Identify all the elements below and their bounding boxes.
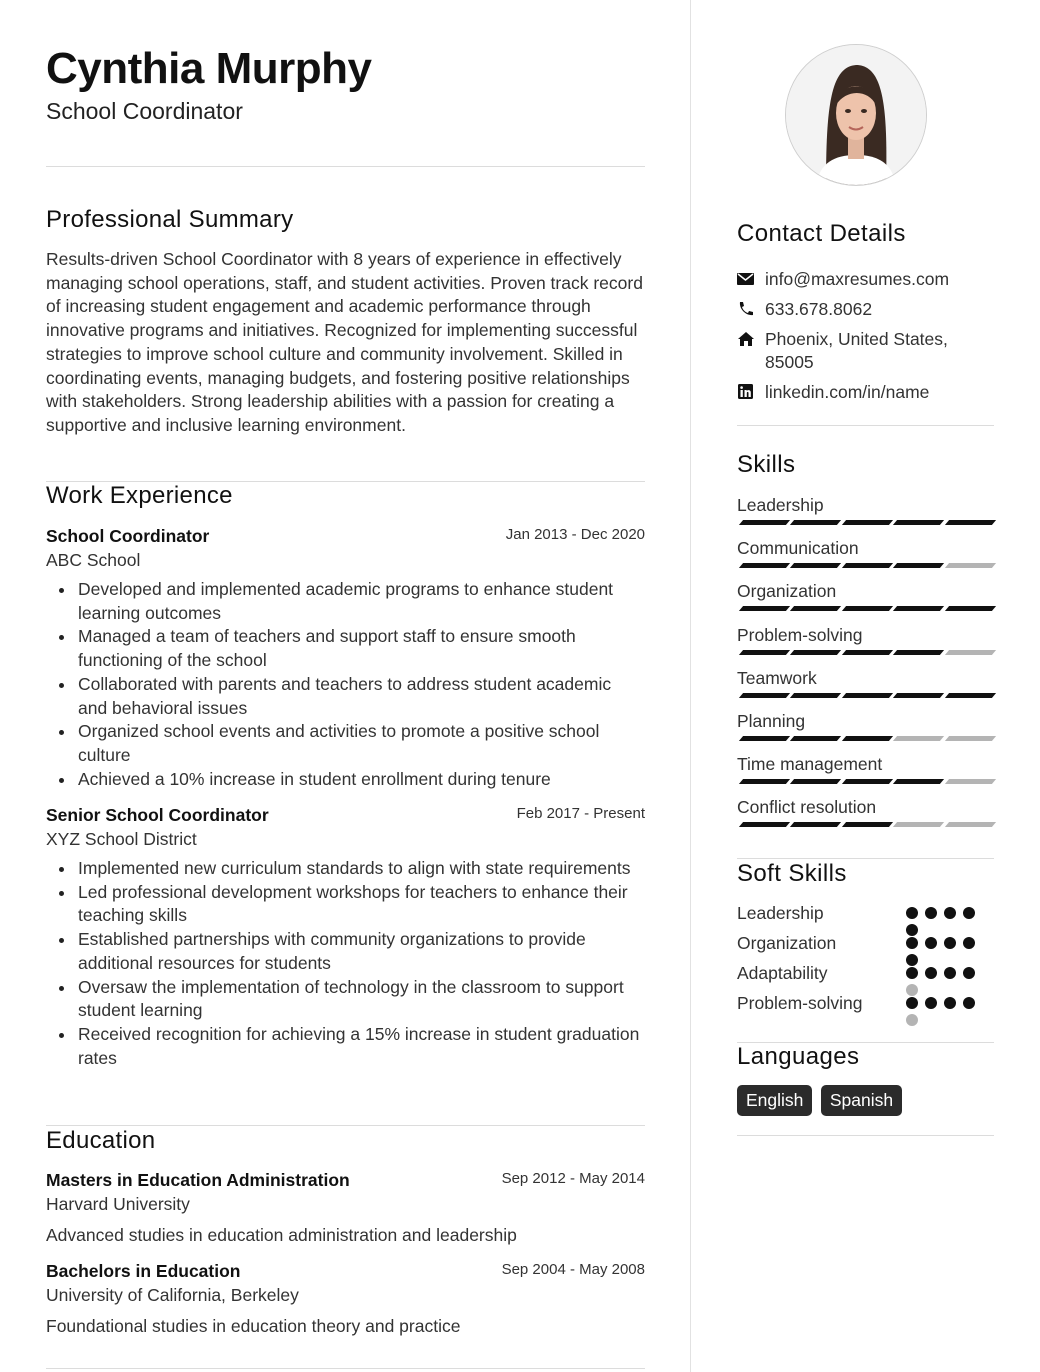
degree: Bachelors in Education <box>46 1261 241 1281</box>
envelope-icon <box>737 271 755 287</box>
skills-heading: Skills <box>737 451 796 478</box>
education-heading: Education <box>46 1127 156 1154</box>
skill-name: Problem-solving <box>737 624 863 645</box>
skill-segment-filled <box>790 779 841 784</box>
skill-segment-filled <box>790 606 841 611</box>
soft-skill-name: Problem-solving <box>737 993 863 1013</box>
skill-segment-filled <box>944 606 995 611</box>
skill-segment-filled <box>893 650 944 655</box>
job-bullet: Established partnerships with community organizations to provide additional resources for students <box>78 928 645 975</box>
rating-dot-filled <box>906 937 918 949</box>
soft-skill-item <box>737 992 994 1022</box>
home-icon <box>737 331 755 347</box>
rating-dot-filled <box>906 997 918 1009</box>
education-dates: Sep 2004 - May 2008 <box>501 1261 645 1278</box>
job-bullet: Implemented new curriculum standards to align with state requirements <box>78 857 645 881</box>
contact-linkedin[interactable] <box>737 381 994 404</box>
column-divider <box>690 0 691 1372</box>
job-title: Senior School Coordinator <box>46 805 269 825</box>
skill-segment-empty <box>944 736 995 741</box>
job-bullet: Led professional development workshops for teachers to enhance their teaching skills <box>78 881 645 928</box>
skill-item <box>737 494 994 516</box>
job-bullet: Achieved a 10% increase in student enrollment during tenure <box>78 768 645 792</box>
education-description: Advanced studies in education administration and leadership <box>46 1225 517 1245</box>
job-bullet: Collaborated with parents and teachers to address student academic and behavioral issues <box>78 673 645 720</box>
language-pill: English <box>737 1085 812 1116</box>
skill-segment-filled <box>739 606 790 611</box>
skill-segment-filled <box>842 520 893 525</box>
skill-name: Conflict resolution <box>737 797 877 818</box>
skill-item <box>737 753 994 775</box>
skill-segment-filled <box>790 822 841 827</box>
skill-item <box>737 537 994 559</box>
contact-email[interactable] <box>737 268 994 291</box>
job-bullet: Organized school events and activities to promote a positive school culture <box>78 720 645 767</box>
summary-text: Results-driven School Coordinator with 8 years of experience in effectively managing school operations, staff, and student activities. Proven track record of increasing student engagement and academic performance through innovative programs and initiatives. Recognized for implementing successful strategies to improve school culture and community involvement. Skilled in coordinating events, managing budgets, and fostering positive relationships with stakeholders. Strong leadership abilities with a passion for creating a supportive and inclusive learning environment. <box>46 249 643 435</box>
skill-level-bar <box>737 693 994 699</box>
email-text: info@maxresumes.com <box>765 269 950 289</box>
contact-divider <box>737 425 994 426</box>
skill-level-bar <box>737 606 994 612</box>
profile-photo <box>785 44 927 186</box>
rating-dot-filled <box>925 997 937 1009</box>
skill-segment-filled <box>842 736 893 741</box>
education-entry <box>46 1168 645 1247</box>
skill-level-bar <box>737 822 994 828</box>
skill-item <box>737 796 994 818</box>
job-organization: XYZ School District <box>46 829 197 849</box>
linkedin-text: linkedin.com/in/name <box>765 382 930 402</box>
contact-heading: Contact Details <box>737 220 906 247</box>
education-description: Foundational studies in education theory and practice <box>46 1316 461 1336</box>
skill-segment-filled <box>842 693 893 698</box>
rating-dot-filled <box>925 907 937 919</box>
skill-item <box>737 667 994 689</box>
job-dates: Feb 2017 - Present <box>516 805 645 822</box>
job-entry <box>46 803 645 1070</box>
portrait-illustration <box>786 45 926 185</box>
rating-dot-empty <box>906 1014 918 1026</box>
rating-dot-filled <box>925 967 937 979</box>
skill-level-bar <box>737 779 994 785</box>
linkedin-icon <box>737 384 755 400</box>
soft-skill-item <box>737 962 994 992</box>
skill-segment-empty <box>944 650 995 655</box>
skill-segment-filled <box>739 563 790 568</box>
skill-name: Communication <box>737 538 859 559</box>
skill-name: Organization <box>737 581 837 602</box>
rating-dot-filled <box>944 937 956 949</box>
skill-segment-filled <box>893 520 944 525</box>
skill-segment-filled <box>790 650 841 655</box>
skill-segment-filled <box>842 822 893 827</box>
rating-dot-filled <box>963 937 975 949</box>
skill-segment-filled <box>944 693 995 698</box>
skills-divider <box>737 858 994 859</box>
skill-segment-filled <box>842 779 893 784</box>
soft-skill-item <box>737 932 994 962</box>
skill-segment-filled <box>842 563 893 568</box>
languages-list <box>737 1085 906 1116</box>
skill-item <box>737 710 994 732</box>
rating-dot-filled <box>944 997 956 1009</box>
skill-segment-filled <box>842 606 893 611</box>
skill-level-bar <box>737 736 994 742</box>
skill-name: Teamwork <box>737 667 817 688</box>
skill-segment-filled <box>739 693 790 698</box>
address-text: Phoenix, United States, 85005 <box>765 329 948 372</box>
skill-segment-filled <box>790 693 841 698</box>
experience-divider <box>46 1125 645 1126</box>
school: Harvard University <box>46 1194 190 1214</box>
skill-segment-filled <box>790 736 841 741</box>
experience-heading: Work Experience <box>46 482 233 509</box>
phone-text: 633.678.8062 <box>765 299 873 319</box>
education-dates: Sep 2012 - May 2014 <box>501 1170 645 1187</box>
rating-dot-filled <box>906 967 918 979</box>
skill-level-bar <box>737 563 994 569</box>
rating-dot-filled <box>944 967 956 979</box>
skill-segment-filled <box>893 606 944 611</box>
skill-segment-empty <box>944 563 995 568</box>
skill-segment-filled <box>739 822 790 827</box>
rating-dot-filled <box>906 907 918 919</box>
contact-phone[interactable] <box>737 298 994 321</box>
soft-skill-name: Organization <box>737 933 837 953</box>
candidate-name: Cynthia Murphy <box>46 44 372 93</box>
skill-item <box>737 624 994 646</box>
skill-segment-empty <box>944 822 995 827</box>
education-entry <box>46 1259 645 1338</box>
rating-dot-filled <box>944 907 956 919</box>
languages-divider <box>737 1135 994 1136</box>
job-title: School Coordinator <box>46 526 210 546</box>
language-pill: Spanish <box>821 1085 902 1116</box>
rating-dot-filled <box>925 937 937 949</box>
skill-segment-empty <box>944 779 995 784</box>
skill-segment-empty <box>893 822 944 827</box>
soft-skill-name: Leadership <box>737 903 824 923</box>
skill-segment-filled <box>790 563 841 568</box>
skill-name: Leadership <box>737 495 824 515</box>
skill-segment-filled <box>944 520 995 525</box>
skill-segment-filled <box>739 650 790 655</box>
skill-segment-filled <box>842 650 893 655</box>
skill-name: Planning <box>737 711 806 731</box>
job-entry <box>46 524 645 791</box>
rating-dot-filled <box>963 997 975 1009</box>
job-bullet: Oversaw the implementation of technology in the classroom to support student learning <box>78 976 645 1023</box>
skill-segment-filled <box>739 736 790 741</box>
school: University of California, Berkeley <box>46 1285 299 1305</box>
skill-item <box>737 580 994 602</box>
header-divider <box>46 166 645 167</box>
soft-skill-item <box>737 902 994 932</box>
job-bullet: Managed a team of teachers and support staff to ensure smooth functioning of the school <box>78 625 645 672</box>
skill-segment-filled <box>893 779 944 784</box>
skill-segment-filled <box>739 520 790 525</box>
skill-segment-filled <box>893 693 944 698</box>
skill-segment-empty <box>893 736 944 741</box>
skill-segment-filled <box>893 563 944 568</box>
job-dates: Jan 2013 - Dec 2020 <box>505 526 645 543</box>
job-bullets <box>46 857 645 1070</box>
languages-heading: Languages <box>737 1043 860 1070</box>
job-bullet: Received recognition for achieving a 15% increase in student graduation rates <box>78 1023 645 1070</box>
phone-icon <box>737 301 755 317</box>
rating-dot-filled <box>963 967 975 979</box>
job-bullets <box>46 578 645 791</box>
job-bullet: Developed and implemented academic programs to enhance student learning outcomes <box>78 578 645 625</box>
skill-level-bar <box>737 520 994 526</box>
candidate-title: School Coordinator <box>46 98 243 124</box>
education-divider <box>46 1368 645 1369</box>
soft-skill-name: Adaptability <box>737 963 828 983</box>
degree: Masters in Education Administration <box>46 1170 350 1190</box>
contact-address <box>737 328 994 374</box>
skill-segment-filled <box>790 520 841 525</box>
rating-dot-filled <box>963 907 975 919</box>
summary-heading: Professional Summary <box>46 206 294 233</box>
soft-skills-heading: Soft Skills <box>737 860 847 887</box>
job-organization: ABC School <box>46 550 141 570</box>
skill-name: Time management <box>737 754 883 775</box>
skill-segment-filled <box>739 779 790 784</box>
skill-level-bar <box>737 650 994 656</box>
